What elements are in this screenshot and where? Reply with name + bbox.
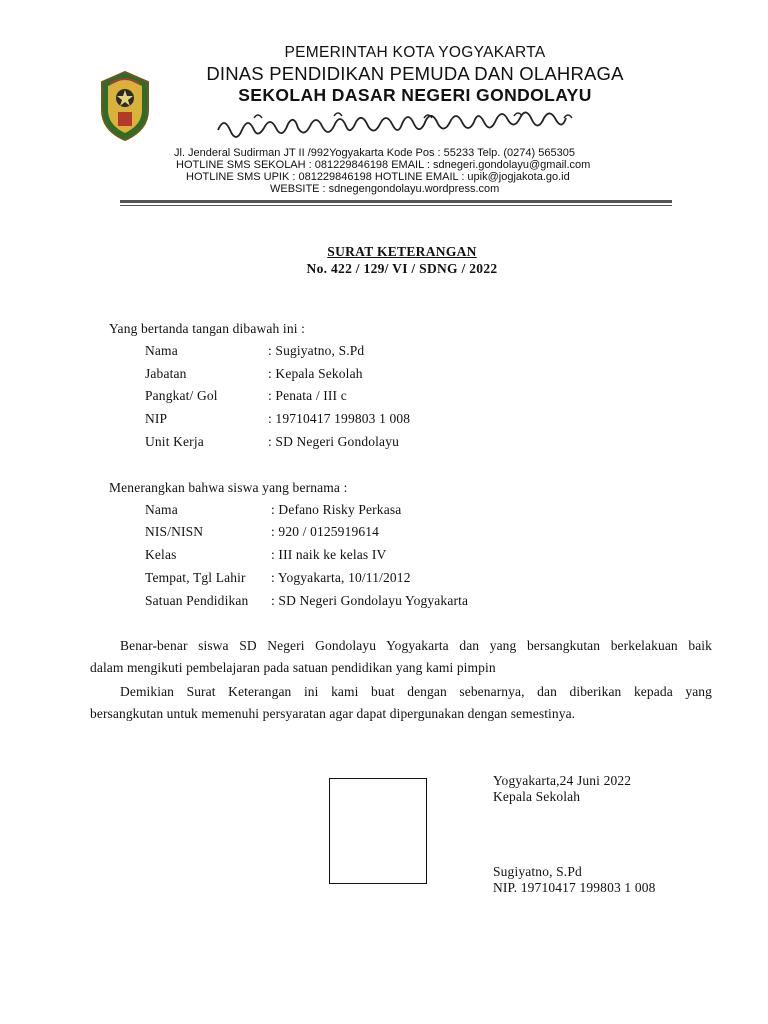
document-number: No. 422 / 129/ VI / SDNG / 2022: [306, 261, 498, 276]
signer-label-name: Nama: [145, 343, 178, 358]
signer-label-unit: Unit Kerja: [145, 434, 204, 449]
student-label-name: Nama: [145, 502, 178, 517]
signer-value-unit: : SD Negeri Gondolayu: [268, 434, 400, 449]
paragraph-1-line-1: Benar-benar siswa SD Negeri Gondolayu Yogyakarta dan yang bersangkutan berkelakuan baik: [120, 638, 712, 653]
letterhead-hotline-upik: HOTLINE SMS UPIK : 081229846198 HOTLINE EMAIL : upik@jogjakota.go.id: [186, 171, 570, 183]
letterhead-address: Jl. Jenderal Sudirman JT II /992Yogyakarta Kode Pos : 55233 Telp. (0274) 565305: [174, 147, 575, 159]
student-value-class: : III naik ke kelas IV: [271, 547, 387, 562]
signature-place-date: Yogyakarta,24 Juni 2022: [493, 773, 632, 788]
signer-label-nip: NIP: [145, 411, 168, 426]
student-label-school: Satuan Pendidikan: [145, 593, 249, 608]
student-label-birth: Tempat, Tgl Lahir: [145, 570, 246, 585]
signer-value-rank: : Penata / III c: [268, 388, 347, 403]
paragraph-2-line-1: Demikian Surat Keterangan ini kami buat dengan sebenarnya, dan diberikan kepada yang: [120, 684, 712, 699]
student-intro: Menerangkan bahwa siswa yang bernama :: [109, 480, 348, 495]
javanese-script-icon: [214, 108, 594, 144]
paragraph-2-line-2: bersangkutan untuk memenuhi persyaratan agar dapat dipergunakan dengan semestinya.: [90, 706, 576, 721]
letterhead-rule-thick: [120, 200, 672, 203]
document-title: SURAT KETERANGAN: [327, 244, 477, 259]
letterhead-government: PEMERINTAH KOTA YOGYAKARTA: [284, 44, 546, 61]
student-label-nis: NIS/NISN: [145, 524, 204, 539]
signature-name: Sugiyatno, S.Pd: [493, 864, 582, 879]
letterhead-hotline-school: HOTLINE SMS SEKOLAH : 081229846198 EMAIL : sdnegeri.gondolayu@gmail.com: [176, 159, 591, 171]
student-value-name: : Defano Risky Perkasa: [271, 502, 402, 517]
student-value-school: : SD Negeri Gondolayu Yogyakarta: [271, 593, 469, 608]
student-value-birth: : Yogyakarta, 10/11/2012: [271, 570, 411, 585]
city-emblem-icon: [96, 70, 154, 142]
paragraph-1-line-2: dalam mengikuti pembelajaran pada satuan pendidikan yang kami pimpin: [90, 660, 496, 675]
letterhead-rule-thin: [120, 205, 672, 206]
signer-value-nip: : 19710417 199803 1 008: [268, 411, 411, 426]
letterhead-website: WEBSITE : sdnegengondolayu.wordpress.com: [270, 183, 500, 195]
signer-label-position: Jabatan: [145, 366, 187, 381]
letterhead-department: DINAS PENDIDIKAN PEMUDA DAN OLAHRAGA: [206, 63, 624, 84]
signer-intro: Yang bertanda tangan dibawah ini :: [109, 321, 306, 336]
photo-placeholder: [329, 778, 427, 884]
signature-nip: NIP. 19710417 199803 1 008: [493, 880, 656, 895]
student-label-class: Kelas: [145, 547, 177, 562]
signature-position: Kepala Sekolah: [493, 789, 581, 804]
letterhead-school: SEKOLAH DASAR NEGERI GONDOLAYU: [238, 85, 592, 105]
signer-value-position: : Kepala Sekolah: [268, 366, 363, 381]
student-value-nis: : 920 / 0125919614: [271, 524, 380, 539]
signer-label-rank: Pangkat/ Gol: [145, 388, 218, 403]
signer-value-name: : Sugiyatno, S.Pd: [268, 343, 365, 358]
